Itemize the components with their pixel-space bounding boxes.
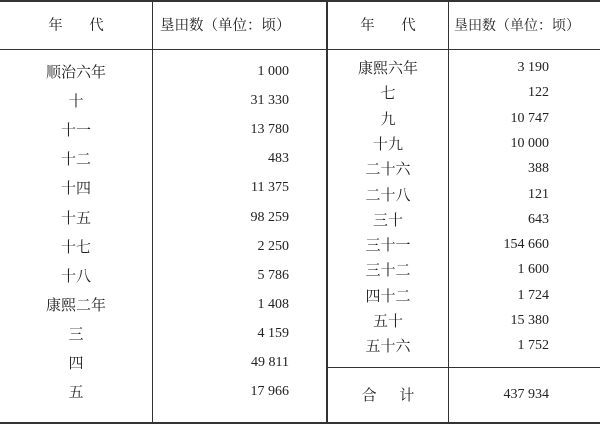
table-row-year: 五十六 xyxy=(365,337,411,356)
table-row-year: 二十六 xyxy=(365,160,411,179)
table-row-year: 五 xyxy=(68,383,84,402)
header-value-left: 垦田数（单位：顷） xyxy=(160,18,291,34)
total-value: 437 934 xyxy=(503,387,549,402)
table-row-year: 二十八 xyxy=(365,185,411,204)
table-row-year: 五十 xyxy=(372,312,403,330)
table-row-year: 十五 xyxy=(60,208,91,227)
table-row-year: 三十一 xyxy=(365,236,411,255)
table-row-value: 15 380 xyxy=(510,313,549,328)
header-value-right: 垦田数（单位：顷） xyxy=(454,18,580,34)
table-row-value: 13 780 xyxy=(250,122,289,138)
table-row-year: 三十二 xyxy=(365,261,411,280)
table-row-year: 七 xyxy=(380,84,396,103)
table-row-year: 四十二 xyxy=(365,286,411,305)
table-row-year: 十一 xyxy=(60,121,91,140)
table-row-year: 三 xyxy=(68,324,84,343)
total-rule xyxy=(327,367,600,368)
table-row-year: 康熙六年 xyxy=(357,59,418,77)
table-row-value: 49 811 xyxy=(251,355,289,370)
table-row-year: 十九 xyxy=(372,134,403,153)
table-row-year: 十七 xyxy=(60,237,91,256)
table-row-year: 四 xyxy=(68,354,84,372)
table-row-value: 98 259 xyxy=(250,209,289,225)
table-row-value: 1 408 xyxy=(257,296,289,312)
table-row-year: 十四 xyxy=(60,179,91,198)
table-row-value: 1 724 xyxy=(517,287,549,303)
table-row-year: 十八 xyxy=(60,266,91,285)
table-row-value: 154 660 xyxy=(503,237,549,253)
table-row-value: 3 190 xyxy=(517,60,549,75)
table-row-value: 31 330 xyxy=(250,93,289,109)
table-row-value: 11 375 xyxy=(251,180,289,196)
table-row-value: 122 xyxy=(528,85,549,101)
table-row-year: 十 xyxy=(68,92,84,111)
table-row-value: 1 000 xyxy=(257,64,289,79)
total-label: 合 计 xyxy=(361,386,415,404)
table-row-value: 121 xyxy=(528,186,549,202)
header-year-left: 年 代 xyxy=(48,18,104,34)
table-row-value: 5 786 xyxy=(257,267,289,283)
table-row-value: 17 966 xyxy=(250,384,289,400)
header-rule xyxy=(0,49,600,50)
table-row-value: 1 752 xyxy=(517,338,549,354)
table-row-value: 10 747 xyxy=(510,110,549,126)
table-row-year: 九 xyxy=(380,109,396,128)
table-row-value: 2 250 xyxy=(257,238,289,254)
table-row-value: 4 159 xyxy=(257,325,289,341)
header-year-right: 年 代 xyxy=(360,18,416,34)
table-row-year: 康熙二年 xyxy=(45,295,106,314)
table-row-value: 10 000 xyxy=(510,135,549,151)
table-row-year: 十二 xyxy=(60,150,91,169)
table-row-value: 388 xyxy=(528,161,549,177)
table-row-value: 643 xyxy=(528,211,549,227)
top-rule xyxy=(0,0,600,2)
table-row-year: 顺治六年 xyxy=(45,63,106,81)
table-row-year: 三十 xyxy=(372,210,403,229)
table-row-value: 1 600 xyxy=(517,262,549,278)
table-row-value: 483 xyxy=(268,151,289,167)
